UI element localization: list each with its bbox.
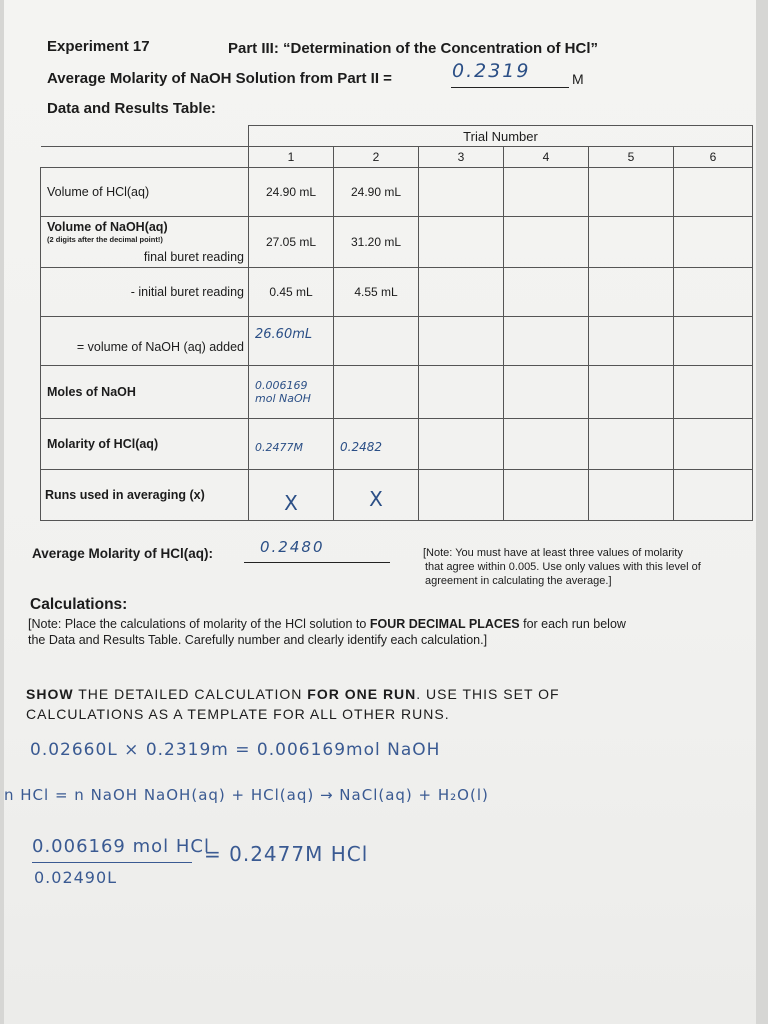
average-note-line-3: agreement in calculating the average.] xyxy=(425,575,612,587)
trial-4-header: 4 xyxy=(504,147,589,168)
show-instruction-line-2: CALCULATIONS AS A TEMPLATE FOR ALL OTHER RUNS. xyxy=(26,706,450,722)
handwritten-line-2: n HCl = n NaOH NaOH(aq) + HCl(aq) → NaCl(aq) + H₂O(l) xyxy=(4,786,489,804)
handwritten-fraction-numerator: 0.006169 mol HCl xyxy=(32,836,210,857)
row-label-runs-used: Runs used in averaging (x) xyxy=(41,470,249,521)
volume-hcl-trial-2: 24.90 mL xyxy=(334,168,419,217)
average-note-line-1: [Note: You must have at least three values of molarity xyxy=(423,547,683,559)
handwritten-fraction-denominator: 0.02490L xyxy=(34,868,118,887)
calculations-note-line-2: the Data and Results Table. Carefully number and clearly identify each calculation.] xyxy=(28,633,488,647)
volume-hcl-trial-1: 24.90 mL xyxy=(249,168,334,217)
avg-naoh-label: Average Molarity of NaOH Solution from Part II = xyxy=(47,70,392,87)
avg-naoh-unit: M xyxy=(572,71,584,87)
runs-used-trial-1: X xyxy=(249,470,334,521)
avg-hcl-label: Average Molarity of HCl(aq): xyxy=(32,546,214,561)
worksheet-page xyxy=(4,0,756,1024)
show-instruction-line-1: SHOW THE DETAILED CALCULATION FOR ONE RUN. USE THIS SET OF xyxy=(26,686,560,702)
row-label-volume-naoh: Volume of NaOH(aq) (2 digits after the decimal point!) final buret reading xyxy=(41,217,249,268)
table-title: Data and Results Table: xyxy=(47,100,216,117)
molarity-hcl-trial-1: 0.2477M xyxy=(249,419,334,470)
trial-3-header: 3 xyxy=(419,147,504,168)
calculations-title: Calculations: xyxy=(30,596,128,613)
row-label-initial-buret: - initial buret reading xyxy=(41,268,249,317)
avg-hcl-underline xyxy=(244,561,390,563)
moles-naoh-trial-1: 0.006169 mol NaOH xyxy=(249,366,334,419)
avg-naoh-underline xyxy=(451,86,569,88)
avg-hcl-value: 0.2480 xyxy=(260,538,325,556)
molarity-hcl-trial-2: 0.2482 xyxy=(334,419,419,470)
row-label-moles-naoh: Moles of NaOH xyxy=(41,366,249,419)
row-label-volume-hcl: Volume of HCl(aq) xyxy=(41,168,249,217)
runs-used-trial-2: X xyxy=(334,470,419,521)
avg-naoh-value: 0.2319 xyxy=(452,60,531,82)
handwritten-fraction-bar xyxy=(32,862,192,863)
trial-number-header: Trial Number xyxy=(249,126,753,147)
initial-buret-trial-1: 0.45 mL xyxy=(249,268,334,317)
final-buret-trial-2: 31.20 mL xyxy=(334,217,419,268)
average-note-line-2: that agree within 0.005. Use only values with this level of xyxy=(425,561,701,573)
row-label-molarity-hcl: Molarity of HCl(aq) xyxy=(41,419,249,470)
part-title: Part III: “Determination of the Concentration of HCl” xyxy=(228,40,599,57)
experiment-title: Experiment 17 xyxy=(47,38,150,55)
initial-buret-trial-2: 4.55 mL xyxy=(334,268,419,317)
handwritten-line-1: 0.02660L × 0.2319m = 0.006169mol NaOH xyxy=(30,740,441,760)
results-table xyxy=(40,125,753,521)
trial-2-header: 2 xyxy=(334,147,419,168)
trial-1-header: 1 xyxy=(249,147,334,168)
trial-6-header: 6 xyxy=(674,147,753,168)
trial-5-header: 5 xyxy=(589,147,674,168)
row-label-volume-added: = volume of NaOH (aq) added xyxy=(41,317,249,366)
handwritten-fraction-result: = 0.2477M HCl xyxy=(204,842,369,866)
calculations-note-line-1: [Note: Place the calculations of molarity of the HCl solution to FOUR DECIMAL PLACES for each run below xyxy=(28,617,626,631)
final-buret-trial-1: 27.05 mL xyxy=(249,217,334,268)
volume-added-trial-1: 26.60mL xyxy=(249,317,334,366)
